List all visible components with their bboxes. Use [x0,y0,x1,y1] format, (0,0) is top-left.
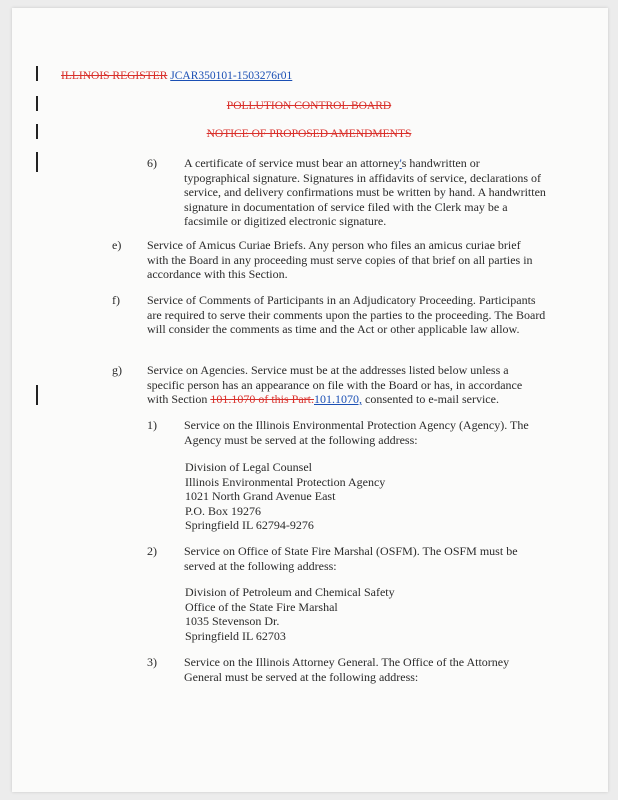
change-bar [36,66,38,81]
sub-1-text: Service on the Illinois Environmental Protection Agency (Agency). The Agency must be served at the following address: [184,418,529,447]
osfm-address [185,585,395,643]
sub-3-number: 3) [147,655,157,669]
sub-1-number: 1) [147,418,157,432]
address-line: Division of Legal Counsel [185,460,312,474]
board-title: POLLUTION CONTROL BOARD [226,100,392,112]
address-line: Office of the State Fire Marshal [185,599,338,614]
section-ref-deleted: 101.1070 of this Part. [210,392,314,406]
sub-2-text: Service on Office of State Fire Marshal (OSFM). The OSFM must be served at the following address: [184,544,518,573]
item-6-number: 6) [147,156,157,170]
address-line: P.O. Box 19276 [185,503,262,518]
sub-3-text: Service on the Illinois Attorney General. The Office of the Attorney General must be served at the following address: [184,655,510,684]
address-line: 1035 Stevenson Dr. [185,614,280,628]
item-e-text: Service of Amicus Curiae Briefs. Any person who files an amicus curiae brief with the Board in any proceeding must serve copies of that brief on all parties in accordance with this Section. [147,238,533,281]
address-line: Illinois Environmental Protection Agency [185,474,386,489]
item-6-text: A certificate of service must bear an attorney's handwritten or typographical signature. Signatures in affidavits of service, declarations of service, and delivery confirmations must be written by hand. A handwritten signature in documentation of service filed with the Clerk may be a facsimile or digitized electronic signature. [184,156,546,228]
register-deleted: ILLINOIS REGISTER [61,70,168,82]
change-bar [36,152,38,172]
address-line: Springfield IL 62794-9276 [185,518,314,532]
agency-address [185,460,385,533]
item-g-label: g) [112,363,122,377]
item-g-text: Service on Agencies. Service must be at the addresses listed below unless a specific person has an appearance on file with the Board or has, in accordance with Section 101.1070 of this Part.101.1070, consented to e-mail service. [147,363,523,406]
item-e-label: e) [112,238,122,252]
register-header [61,70,292,82]
address-line: Division of Petroleum and Chemical Safety [185,585,395,599]
section-ref-inserted: 101.1070, [314,392,362,406]
register-inserted: JCAR350101-1503276r01 [170,70,293,82]
address-line: Springfield IL 62703 [185,628,286,643]
item-f-text: Service of Comments of Participants in an Adjudicatory Proceeding. Participants are required to serve their comments upon the parties to the proceeding. The Board will consider the comments as time and the Act or other applicable law allow. [147,293,546,336]
change-bar [36,385,38,405]
item-f-label: f) [112,293,120,307]
notice-title: NOTICE OF PROPOSED AMENDMENTS [206,128,412,140]
address-line: 1021 North Grand Avenue East [185,489,336,503]
sub-2-number: 2) [147,544,157,558]
apostrophe-insert: ' [399,156,402,170]
